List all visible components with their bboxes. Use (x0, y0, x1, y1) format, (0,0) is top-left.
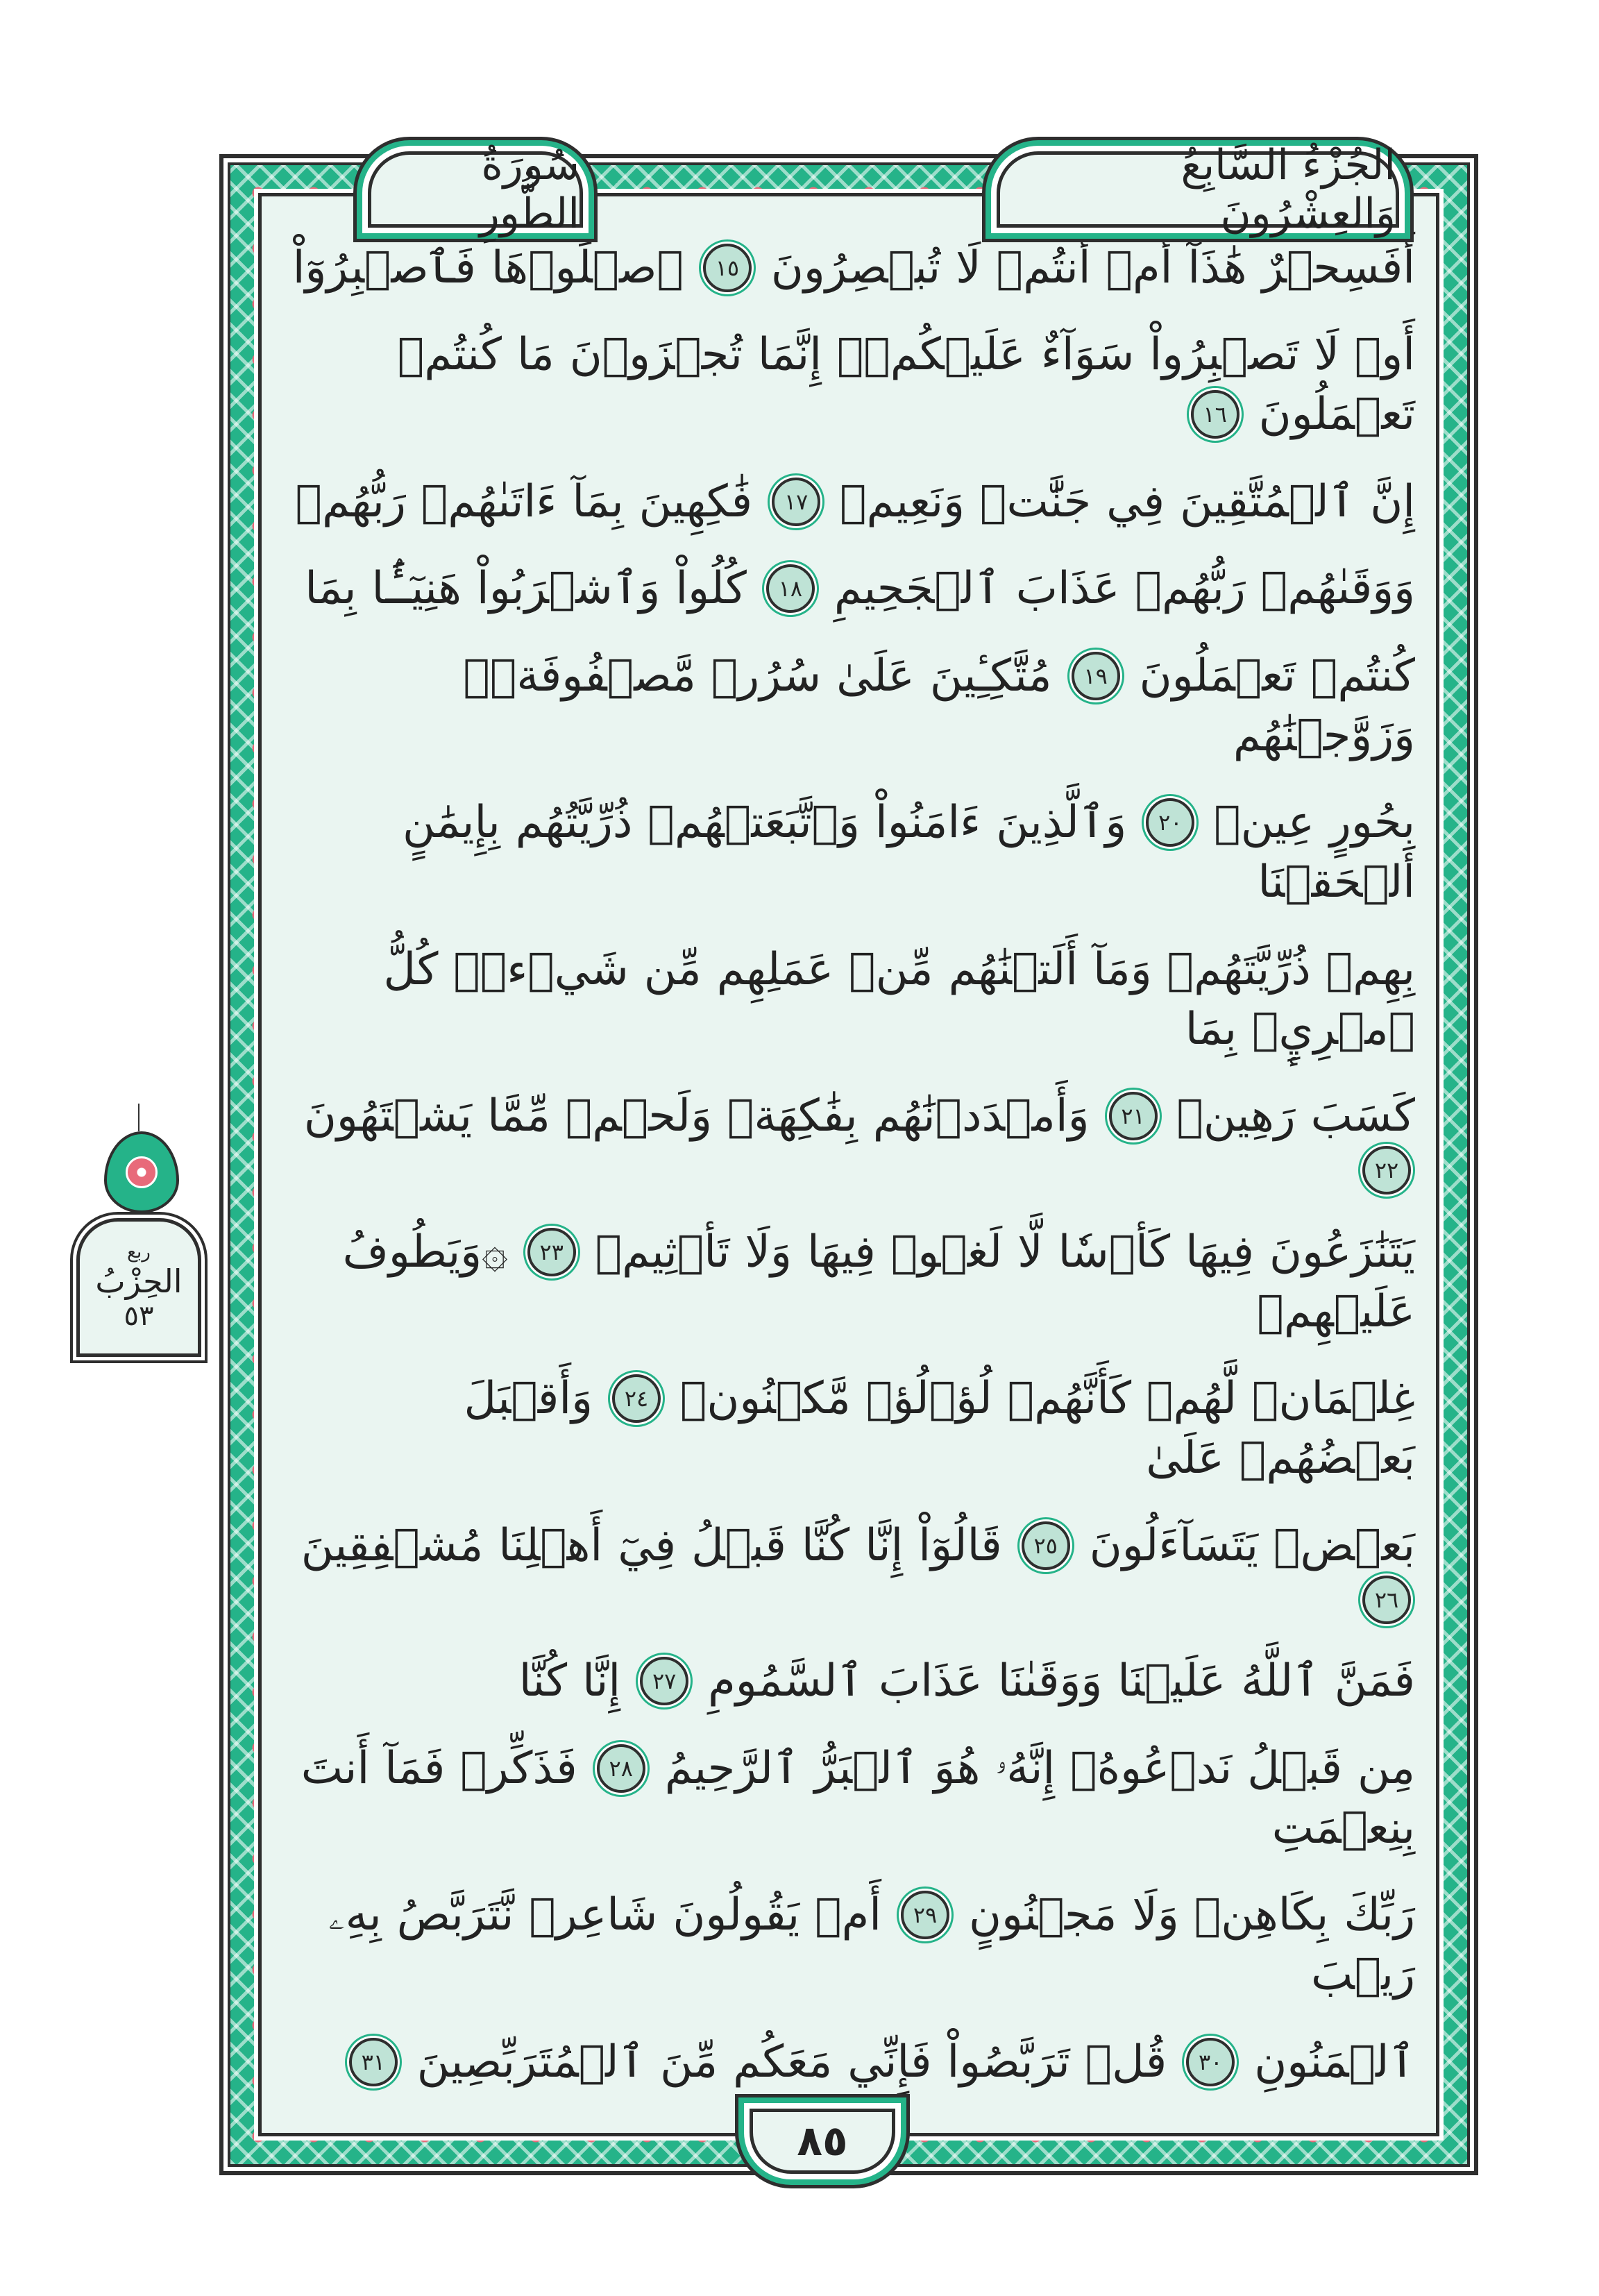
word: كَأۡسٗا (1058, 1226, 1171, 1278)
word: أَمۡ (1106, 242, 1173, 294)
word: وَزَوَّجۡنَٰهُم (1233, 709, 1415, 761)
text-line (282, 646, 1415, 766)
word: أَوۡ (1354, 329, 1415, 380)
word: كُلُّ (383, 943, 439, 995)
word: لَا (956, 242, 981, 294)
word: مَجۡنُونٍ (969, 1889, 1117, 1941)
word: كُنتُمۡ (1310, 650, 1415, 702)
word: ٱلرَّحِيمُ (664, 1742, 800, 1794)
word: ٱمۡرِيِٕۭ (1252, 1003, 1415, 1055)
text-line (282, 1369, 1415, 1488)
word: فَذَكِّرۡ (460, 1742, 577, 1794)
word: رَبِّكَ (1344, 1889, 1415, 1941)
text-line (282, 472, 1415, 532)
word: تَأۡثِيمٞ (595, 1226, 730, 1278)
word: عِينٖ (1214, 797, 1314, 848)
word: وَلَا (745, 1226, 792, 1278)
word: كَأَنَّهُمۡ (1007, 1373, 1132, 1424)
word: كَسَبَ (1310, 1090, 1415, 1142)
word: مَّصۡفُوفَةٖۖ (463, 650, 696, 702)
word: مِّمَّا (487, 1090, 550, 1142)
ayah-number-marker: ٢٨ (597, 1744, 645, 1793)
word: مِّن (643, 943, 702, 995)
hizb-quarter-label: ربع (127, 1242, 151, 1263)
word: إِنَّ (1370, 475, 1415, 527)
word: بِفَٰكِهَةٖ (727, 1090, 858, 1142)
hizb-label: الحِزْبُ (95, 1262, 183, 1300)
word: مِّنَ (660, 2036, 718, 2088)
word: بَعۡضُهُمۡ (1239, 1433, 1415, 1484)
word: تُجۡزَوۡنَ (569, 329, 743, 380)
word: لَغۡوٞ (890, 1226, 1003, 1278)
word: قَالُوٓاْ (918, 1519, 1002, 1571)
word: وَوَقَىٰهُمۡ (1260, 563, 1415, 614)
word: إِنَّهُۥ (995, 1742, 1056, 1794)
word: عَمَلِهِم (716, 943, 834, 995)
text-line (282, 1086, 1415, 1195)
word: ٱصۡلَوۡهَا (491, 242, 684, 294)
word: بِكَاهِنٖ (1194, 1889, 1329, 1941)
word: ءَامَنُواْ (874, 797, 981, 848)
word: وَٱشۡرَبُواْ (476, 563, 661, 614)
word: عَلَيۡهِمۡ (1257, 1285, 1415, 1337)
word: فَمَنَّ (1334, 1655, 1415, 1707)
ayah-number-marker: ٢٥ (1022, 1521, 1070, 1570)
word: كُنَّا (801, 1519, 850, 1571)
word: رَيۡبَ (1311, 1949, 1415, 2000)
word: وَلَحۡمٖ (565, 1090, 712, 1142)
word: وَٱتَّبَعَتۡهُمۡ (648, 797, 860, 848)
word: ٱلۡمُتَّقِينَ (1180, 475, 1355, 527)
word: أَلۡحَقۡنَا (1258, 856, 1415, 908)
word: تَصۡبِرُواْ (1149, 329, 1299, 380)
text-line (282, 325, 1415, 444)
word: وَلَا (1132, 1889, 1179, 1941)
word: لَّا (1017, 1226, 1043, 1278)
word: بِمَا (1185, 1003, 1237, 1055)
word: مَا (516, 329, 555, 380)
word: قَبۡلُ (1247, 1742, 1342, 1794)
word: تَعۡمَلُونَ (1258, 389, 1415, 440)
ayah-number-marker: ٣٠ (1186, 2038, 1235, 2086)
text-line (282, 1651, 1415, 1711)
text-line (282, 1885, 1415, 2004)
word: فَمَآ (384, 1742, 446, 1794)
ayah-number-marker: ١٦ (1191, 390, 1240, 439)
word: شَاعِرٞ (529, 1889, 658, 1941)
text-line (282, 1516, 1415, 1624)
word: لَّهُمۡ (1147, 1373, 1237, 1424)
word: فِي (1106, 475, 1165, 527)
word: يَتَسَآءَلُونَ (1089, 1519, 1259, 1571)
word: بِهِمۡ (1326, 943, 1415, 995)
word: ٱلۡبَرُّ (814, 1742, 919, 1794)
ayah-number-marker: ٢٠ (1146, 798, 1194, 847)
ayah-number-marker: ١٧ (772, 478, 820, 526)
word: بِإِيمَٰنٍ (402, 797, 500, 848)
word: رَهِينٞ (1176, 1090, 1296, 1142)
text-line (282, 1222, 1415, 1342)
word: فِيهَا (1185, 1226, 1254, 1278)
word: مَعَكُم (733, 2036, 833, 2088)
word: قَبۡلُ (691, 1519, 786, 1571)
word: فِيٓ (618, 1519, 677, 1571)
text-line (282, 793, 1415, 912)
juz-name: الجُزْءُ السَّابِعُ وَالعِشْرُونَ (1181, 141, 1396, 238)
ayah-number-marker: ١٩ (1072, 652, 1120, 700)
word: تُبۡصِرُونَ (770, 242, 941, 294)
ayah-number-marker: ١٥ (703, 244, 752, 292)
ayah-number-marker: ١٨ (766, 564, 815, 613)
word: شَيۡءٖۚ (453, 943, 629, 995)
word: وَنَعِيمٖ (840, 475, 965, 527)
word: بَعۡضٖ (1274, 1519, 1415, 1571)
word: سَوَآءٌ (1040, 329, 1135, 380)
ayah-number-marker: ٢٧ (640, 1657, 688, 1705)
word: إِنَّا (865, 1519, 904, 1571)
word: ۞وَيَطُوفُ (342, 1226, 508, 1278)
word: فَٱصۡبِرُوٓاْ (292, 242, 476, 294)
word: وَأَقۡبَلَ (464, 1373, 593, 1424)
page-number-tab (750, 2109, 895, 2174)
ayah-number-marker: ٢٢ (1362, 1146, 1411, 1195)
word: فِيهَا (806, 1226, 876, 1278)
word: وَٱلَّذِينَ (996, 797, 1127, 848)
word: تَرَبَّصُواْ (947, 2036, 1070, 2088)
flower-icon (126, 1156, 158, 1188)
word: تَعۡمَلُونَ (1139, 650, 1296, 702)
word: فَإِنِّي (847, 2036, 932, 2088)
word: ٱللَّهُ (1241, 1655, 1319, 1707)
word: أَنتُمۡ (996, 242, 1091, 294)
word: بِنِعۡمَتِ (1271, 1802, 1415, 1854)
word: ذُرِّيَّتُهُم (515, 797, 633, 848)
word: مِّنۡ (849, 943, 933, 995)
word: مِن (1357, 1742, 1415, 1794)
surah-name: سُورَةُ الطُّورِ (479, 141, 579, 238)
word: إِنَّا (582, 1655, 621, 1707)
page-number: ٨٥ (797, 2117, 848, 2166)
text-line (282, 2032, 1415, 2092)
text-line (282, 1739, 1415, 1858)
word: إِنَّمَا (757, 329, 822, 380)
word: أَهۡلِنَا (498, 1519, 603, 1571)
word: أَفَسِحۡرٌ (1262, 242, 1415, 294)
text-panel (258, 193, 1439, 2136)
word: عَلَىٰ (836, 650, 915, 702)
word: بِمَآ (572, 475, 624, 527)
word: مُشۡفِقِينَ (301, 1519, 484, 1571)
page-frame (219, 154, 1478, 2175)
word: قُلۡ (1085, 2036, 1167, 2088)
word: يَقُولُونَ (672, 1889, 800, 1941)
word: فَٰكِهِينَ (638, 475, 753, 527)
surah-name-header (368, 141, 583, 238)
word: جَنَّٰتٖ (980, 475, 1092, 527)
word: رَبُّهُمۡ (295, 475, 406, 527)
word: مَّكۡنُونٞ (680, 1373, 851, 1424)
word: أَنتَ (301, 1742, 370, 1794)
word: عَلَىٰ (1146, 1433, 1224, 1484)
word: بِحُورٍ (1329, 797, 1415, 848)
word: سُرُرٖ (711, 650, 822, 702)
word: نَدۡعُوهُۖ (1070, 1742, 1233, 1794)
word: لَا (1314, 329, 1339, 380)
word: كُنَّا (518, 1655, 568, 1707)
word: ٱلۡجَحِيمِ (834, 563, 1001, 614)
word: نَّتَرَبَّصُ (396, 1889, 514, 1941)
ayah-number-marker: ٢١ (1109, 1092, 1158, 1140)
hizb-number: ٥٣ (124, 1299, 154, 1332)
word: أَمۡ (815, 1889, 882, 1941)
word: يَتَنَٰزَعُونَ (1269, 1226, 1415, 1278)
word: بِمَا (305, 563, 357, 614)
text-line (282, 559, 1415, 618)
word: لُؤۡلُؤٞ (865, 1373, 992, 1424)
word: عَلَيۡنَا (1117, 1655, 1226, 1707)
juz-name-header (997, 141, 1399, 238)
word: أَلَتۡنَٰهُم (948, 943, 1078, 995)
hizb-label-box (76, 1218, 201, 1357)
word: ٱلسَّمُومِ (708, 1655, 863, 1707)
ayah-number-marker: ٢٦ (1362, 1576, 1411, 1624)
ayah-number-marker: ٢٩ (901, 1891, 949, 1939)
word: وَوَقَىٰنَا (997, 1655, 1103, 1707)
word: عَذَابَ (878, 1655, 983, 1707)
word: وَمَآ (1092, 943, 1152, 995)
ayah-number-marker: ٢٣ (527, 1228, 576, 1276)
word: كُلُواْ (675, 563, 747, 614)
word: عَلَيۡكُمۡۖ (836, 329, 1026, 380)
word: رَبُّهُمۡ (1135, 563, 1246, 614)
word: كُنتُمۡ (397, 329, 502, 380)
word: وَأَمۡدَدۡنَٰهُم (872, 1090, 1090, 1142)
ornamental-border (228, 162, 1470, 2167)
hizb-marker (69, 1104, 208, 1360)
word: يَشۡتَهُونَ (303, 1090, 473, 1142)
word: ٱلۡمَنُونِ (1254, 2036, 1415, 2088)
word: ءَاتَىٰهُمۡ (421, 475, 557, 527)
word: هَٰذَآ (1187, 242, 1247, 294)
word: ذُرِّيَّتَهُمۡ (1167, 943, 1311, 995)
ayah-number-marker: ٣١ (349, 2038, 398, 2086)
ayah-number-marker: ٢٤ (612, 1374, 661, 1423)
text-line (282, 238, 1415, 298)
word: غِلۡمَانٞ (1252, 1373, 1415, 1424)
word: مُتَّكِـِٔينَ (929, 650, 1052, 702)
word: هُوَ (933, 1742, 981, 1794)
hizb-cord (138, 1104, 139, 1131)
ornament-icon (104, 1131, 179, 1213)
word: بِهِۦ (328, 1889, 382, 1941)
word: ٱلۡمُتَرَبِّصِينَ (416, 2036, 645, 2088)
text-line (282, 940, 1415, 1059)
word: هَنِيٓـَٔۢا (371, 563, 462, 614)
word: عَذَابَ (1015, 563, 1120, 614)
